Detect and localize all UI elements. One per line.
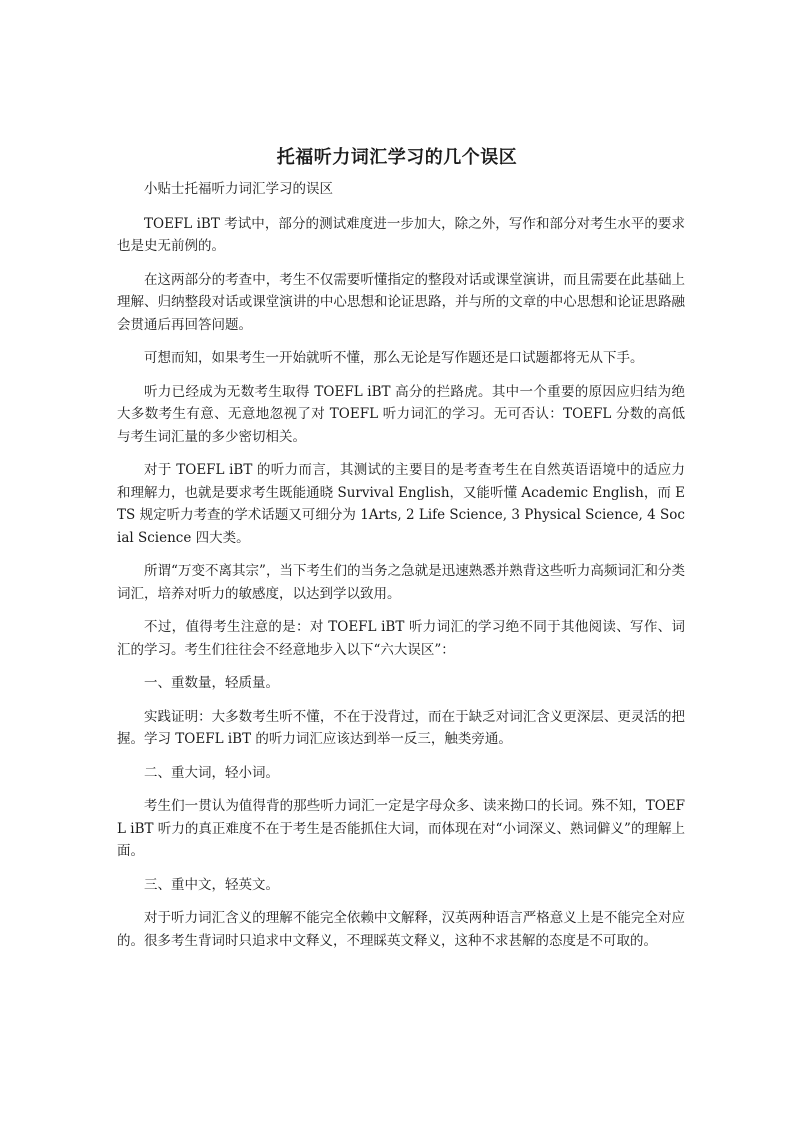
paragraph: TOEFL iBT 考试中，部分的测试难度进一步加大，除之外，写作和部分对考生水平的要求也是史无前例的。 <box>117 215 685 254</box>
paragraph: 考生们一贯认为值得背的那些听力词汇一定是字母众多、读来拗口的长词。殊不知，TOEFL iBT 听力的真正难度不在于考生是否能抓住大词，而体现在对“小词深义、熟词僻义”的理解上面。 <box>117 798 685 859</box>
paragraph: 不过，值得考生注意的是：对 TOEFL iBT 听力词汇的学习绝不同于其他阅读、写作、词汇的学习。考生们往往会不经意地步入以下“六大误区”： <box>117 619 685 658</box>
section-heading: 二、重大词，轻小词。 <box>144 764 279 781</box>
paragraph-tip: 小贴士托福听力词汇学习的误区 <box>144 181 333 197</box>
section-heading: 一、重数量，轻质量。 <box>144 675 279 691</box>
paragraph: 可想而知，如果考生一开始就听不懂，那么无论是写作题还是口试题都将无从下手。 <box>144 350 644 366</box>
document-title: 托福听力词汇学习的几个误区 <box>276 147 518 168</box>
paragraph: 所谓“万变不离其宗”，当下考生们的当务之急就是迅速熟悉并熟背这些听力高频词汇和分类词汇，培养对听力的敏感度，以达到学以致用。 <box>117 563 685 602</box>
paragraph: 实践证明：大多数考生听不懂，不在于没背过，而在于缺乏对词汇含义更深层、更灵活的把握。学习 TOEFL iBT 的听力词汇应该达到举一反三，触类旁通。 <box>117 708 685 747</box>
paragraph: 对于 TOEFL iBT 的听力而言，其测试的主要目的是考查考生在自然英语语境中的适应力和理解力，也就是要求考生既能通晓 Survival English，又能听懂 Academic English，而 ETS 规定听力考查的学术话题又可细分为 1Arts, 2 Life Science, 3 Physical Science, 4 Social Science 四大类。 <box>117 462 685 546</box>
paragraph: 对于听力词汇含义的理解不能完全依赖中文解释，汉英两种语言严格意义上是不能完全对应的。很多考生背词时只追求中文释义，不理睬英文释义，这种不求甚解的态度是不可取的。 <box>117 910 685 949</box>
document-body <box>117 178 685 963</box>
paragraph: 在这两部分的考查中，考生不仅需要听懂指定的整段对话或课堂演讲，而且需要在此基础上理解、归纳整段对话或课堂演讲的中心思想和论证思路，并与所的文章的中心思想和论证思路融会贯通后再回答问题。 <box>117 271 685 333</box>
paragraph: 听力已经成为无数考生取得 TOEFL iBT 高分的拦路虎。其中一个重要的原因应归结为绝大多数考生有意、无意地忽视了对 TOEFL 听力词汇的学习。无可否认：TOEFL 分数的高低与考生词汇量的多少密切相关。 <box>117 383 685 445</box>
section-heading: 三、重中文，轻英文。 <box>144 876 279 893</box>
